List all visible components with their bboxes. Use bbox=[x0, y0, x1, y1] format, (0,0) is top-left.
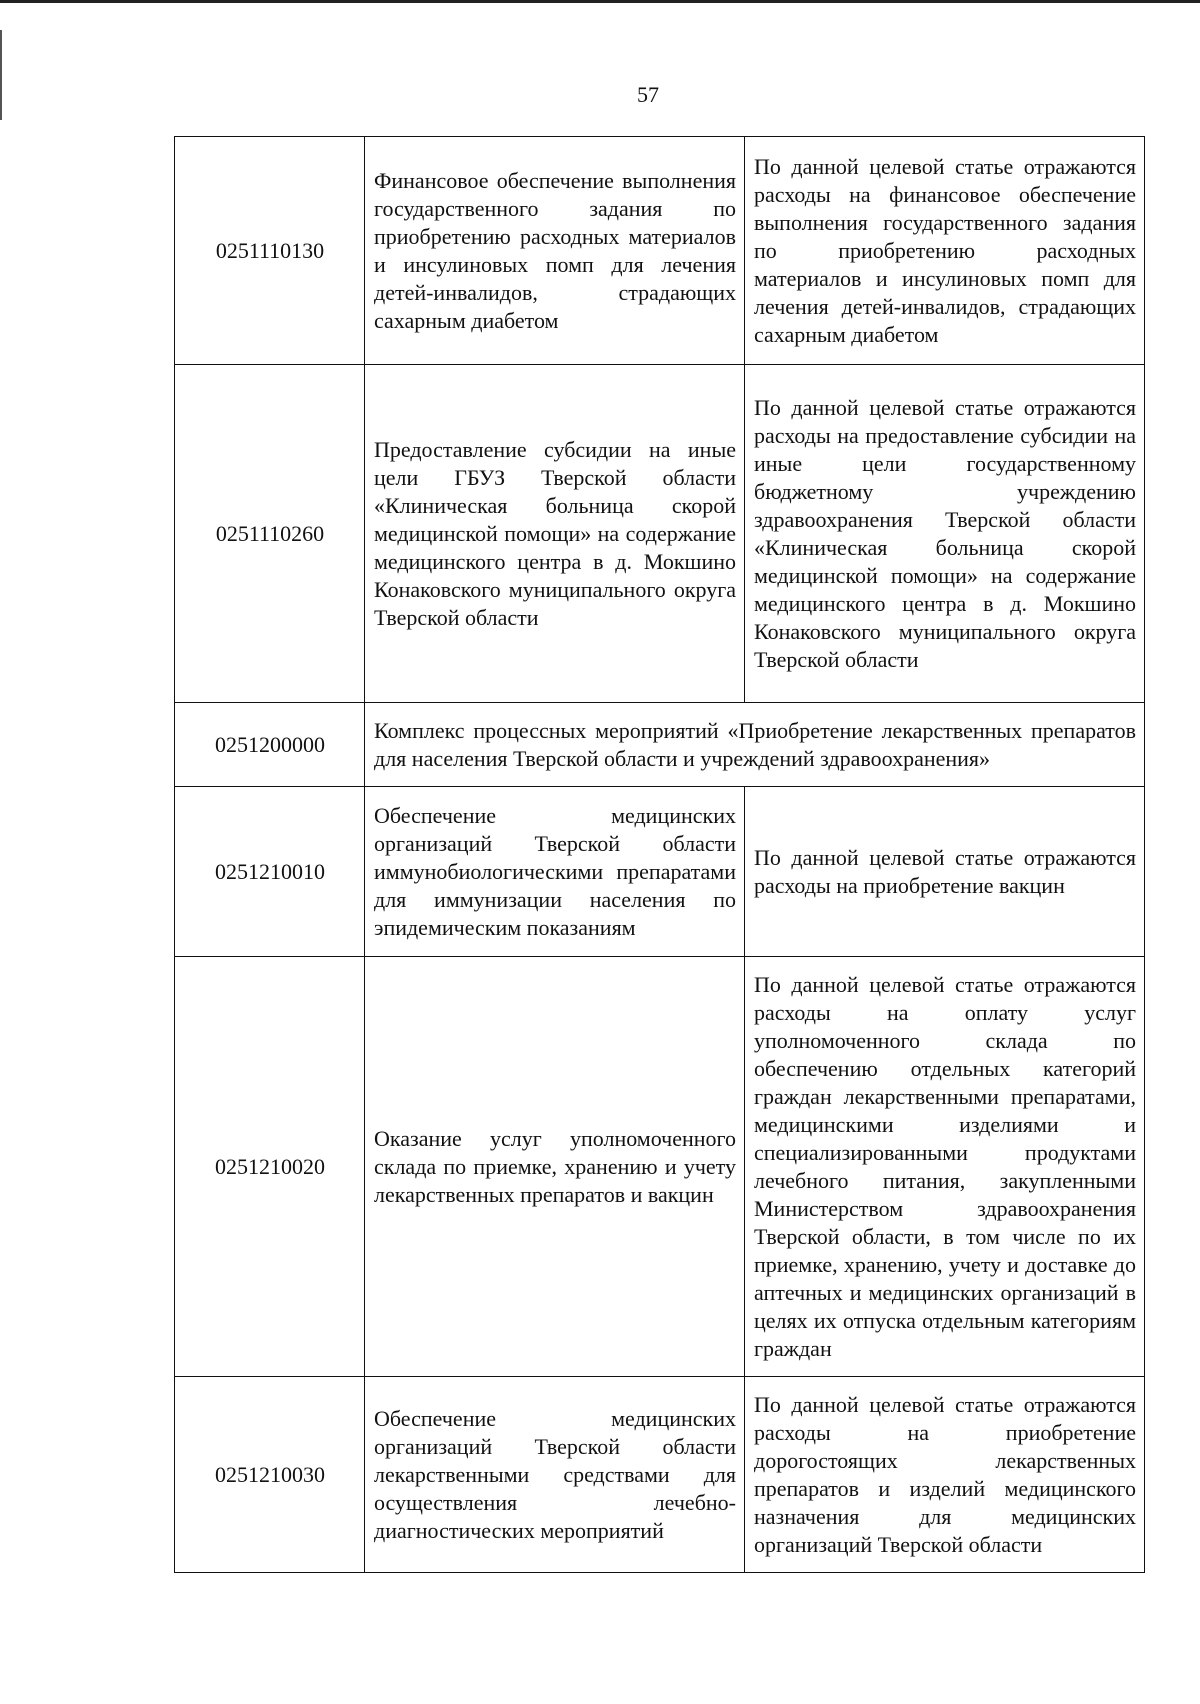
row-name-text: Предоставление субсидии на иные цели ГБУЗ Тверской области «Клиническая больница скорой медицинской помощи» на содержание медицинского центра в д. Мокшино Конаковского муниципального округа Тверской области bbox=[374, 436, 736, 630]
row-description: По данной целевой статье отражаются расходы на оплату услуг уполномоченного склада по обеспечению отдельных категорий граждан лекарственными препаратами, медицинскими изделиями и специализированными продуктами лечебного питания, закупленными Министерством здравоохранения Тверской области, в том числе по их приемке, хранению, учету и доставке до аптечных и медицинских организаций в целях их отпуска отдельным категориям граждан bbox=[745, 957, 1145, 1377]
target-articles-table bbox=[174, 136, 1145, 1573]
row-name bbox=[365, 787, 745, 957]
scan-top-edge bbox=[0, 0, 1200, 3]
row-description: По данной целевой статье отражаются расходы на приобретение дорогостоящих лекарственных препаратов и изделий медицинского назначения для медицинских организаций Тверской области bbox=[745, 1377, 1145, 1573]
row-code: 0251200000 bbox=[175, 703, 365, 787]
table-row-section bbox=[175, 703, 1145, 787]
row-name-text: Оказание услуг уполномоченного склада по приемке, хранению и учету лекарственных препаратов и вакцин bbox=[374, 1125, 736, 1207]
row-code: 0251210010 bbox=[175, 787, 365, 957]
row-description: По данной целевой статье отражаются расходы на финансовое обеспечение выполнения государственного задания по приобретению расходных материалов и инсулиновых помп для лечения детей-инвалидов, страдающих сахарным диабетом bbox=[745, 137, 1145, 365]
page-number: 57 bbox=[637, 82, 659, 107]
row-name bbox=[365, 137, 745, 365]
row-name bbox=[365, 1377, 745, 1573]
table-row bbox=[175, 787, 1145, 957]
row-name bbox=[365, 957, 745, 1377]
table-row bbox=[175, 365, 1145, 703]
section-title: Комплекс процессных мероприятий «Приобретение лекарственных препаратов для населения Тверской области и учреждений здравоохранения» bbox=[365, 703, 1145, 787]
row-name-text: Обеспечение медицинских организаций Тверской области иммунобиологическими препаратами для иммунизации населения по эпидемическим показаниям bbox=[374, 802, 736, 940]
row-description: По данной целевой статье отражаются расходы на предоставление субсидии на иные цели государственному бюджетному учреждению здравоохранения Тверской области «Клиническая больница скорой медицинской помощи» на содержание медицинского центра в д. Мокшино Конаковского муниципального округа Тверской области bbox=[745, 365, 1145, 703]
row-code: 0251110260 bbox=[175, 365, 365, 703]
row-code: 0251210020 bbox=[175, 957, 365, 1377]
row-name-text: Обеспечение медицинских организаций Тверской области лекарственными средствами для осуществления лечебно-диагностических мероприятий bbox=[374, 1405, 736, 1543]
row-code: 0251210030 bbox=[175, 1377, 365, 1573]
table-row bbox=[175, 957, 1145, 1377]
table-row bbox=[175, 137, 1145, 365]
row-name-text: Финансовое обеспечение выполнения государственного задания по приобретению расходных материалов и инсулиновых помп для лечения детей-инвалидов, страдающих сахарным диабетом bbox=[374, 167, 736, 333]
row-name bbox=[365, 365, 745, 703]
row-code: 0251110130 bbox=[175, 137, 365, 365]
table-row bbox=[175, 1377, 1145, 1573]
row-description: По данной целевой статье отражаются расходы на приобретение вакцин bbox=[745, 787, 1145, 957]
